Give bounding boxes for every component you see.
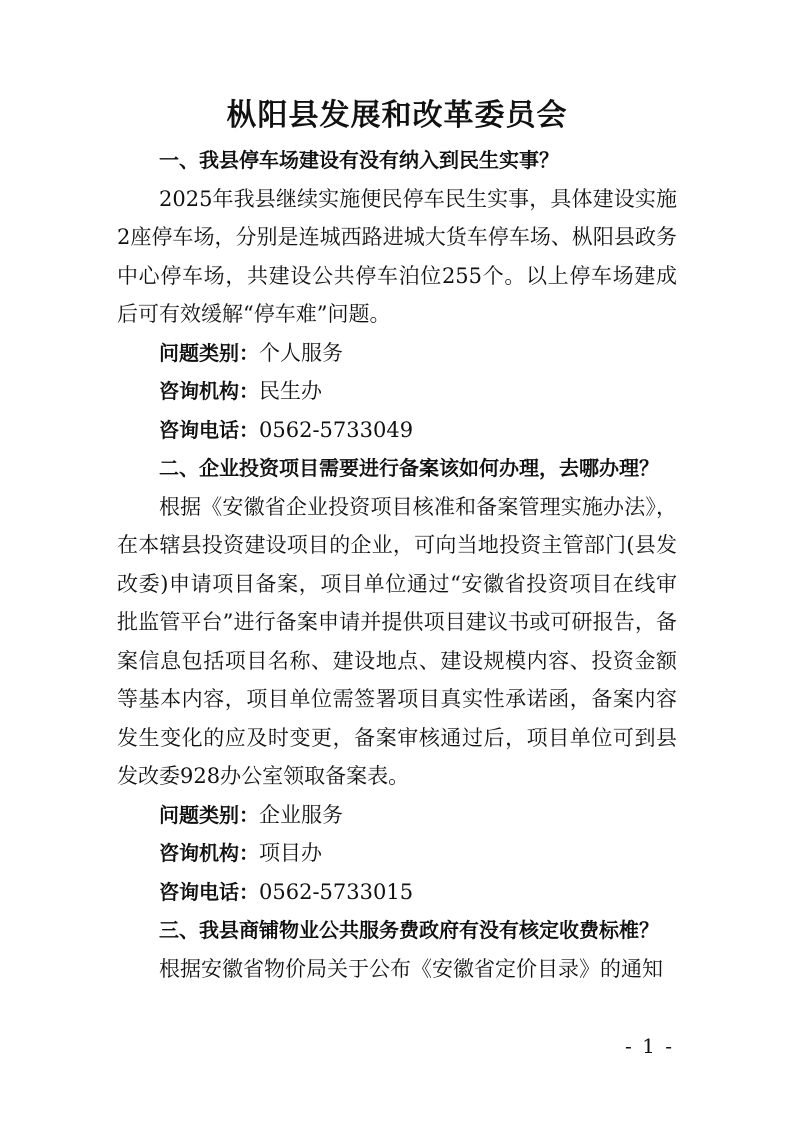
phone-label: 咨询电话： (159, 879, 259, 904)
category-label: 问题类别： (159, 340, 259, 365)
section-body: 根据安徽省物价局关于公布《安徽省定价目录》的通知 (159, 956, 663, 981)
section-body: 2025年我县继续实施便民停车民生实事，具体建设实施2座停车场，分别是连城西路进城大货车停车场、枞阳县政务中心停车场，共建设公共停车泊位255个。以上停车场建成后可有效缓解“停车难”问题。 (117, 186, 677, 326)
phone-label: 咨询电话： (159, 417, 259, 442)
agency-value: 民生办 (259, 379, 322, 403)
section-heading: 三、我县商铺物业公共服务费政府有没有核定收费标椎？ (159, 918, 659, 942)
section-heading: 一、我县停车场建设有没有纳入到民生实事？ (159, 148, 559, 172)
category-value: 企业服务 (259, 802, 343, 827)
category-line (117, 796, 677, 835)
page-number: - 1 - (625, 1034, 674, 1058)
agency-line (117, 834, 677, 873)
phone-line (117, 411, 677, 450)
category-line (117, 334, 677, 373)
agency-label: 咨询机构： (159, 841, 259, 865)
agency-label: 咨询机构： (159, 379, 259, 403)
section-heading: 二、企业投资项目需要进行备案该如何办理，去哪办理？ (159, 456, 659, 480)
phone-value: 0562-5733049 (259, 417, 414, 442)
section-body: 根据《安徽省企业投资项目核准和备案管理实施办法》，在本辖县投资建设项目的企业，可向当地投资主管部门(县发改委)申请项目备案，项目单位通过“安徽省投资项目在线审批监管平台”进行备案申请并提供项目建议书或可研报告，备案信息包括项目名称、建设地点、建设规模内容、投资金额等基本内容，项目单位需签署项目真实性承诺函，备案内容发生变化的应及时变更，备案审核通过后，项目单位可到县发改委928办公室领取备案表。 (117, 494, 677, 788)
document-content (117, 141, 677, 988)
phone-value: 0562-5733015 (259, 879, 414, 904)
document-title: 枞阳县发展和改革委员会 (226, 98, 568, 133)
phone-line (117, 873, 677, 912)
category-value: 个人服务 (259, 340, 343, 365)
agency-value: 项目办 (259, 841, 322, 865)
category-label: 问题类别： (159, 802, 259, 827)
agency-line (117, 372, 677, 411)
